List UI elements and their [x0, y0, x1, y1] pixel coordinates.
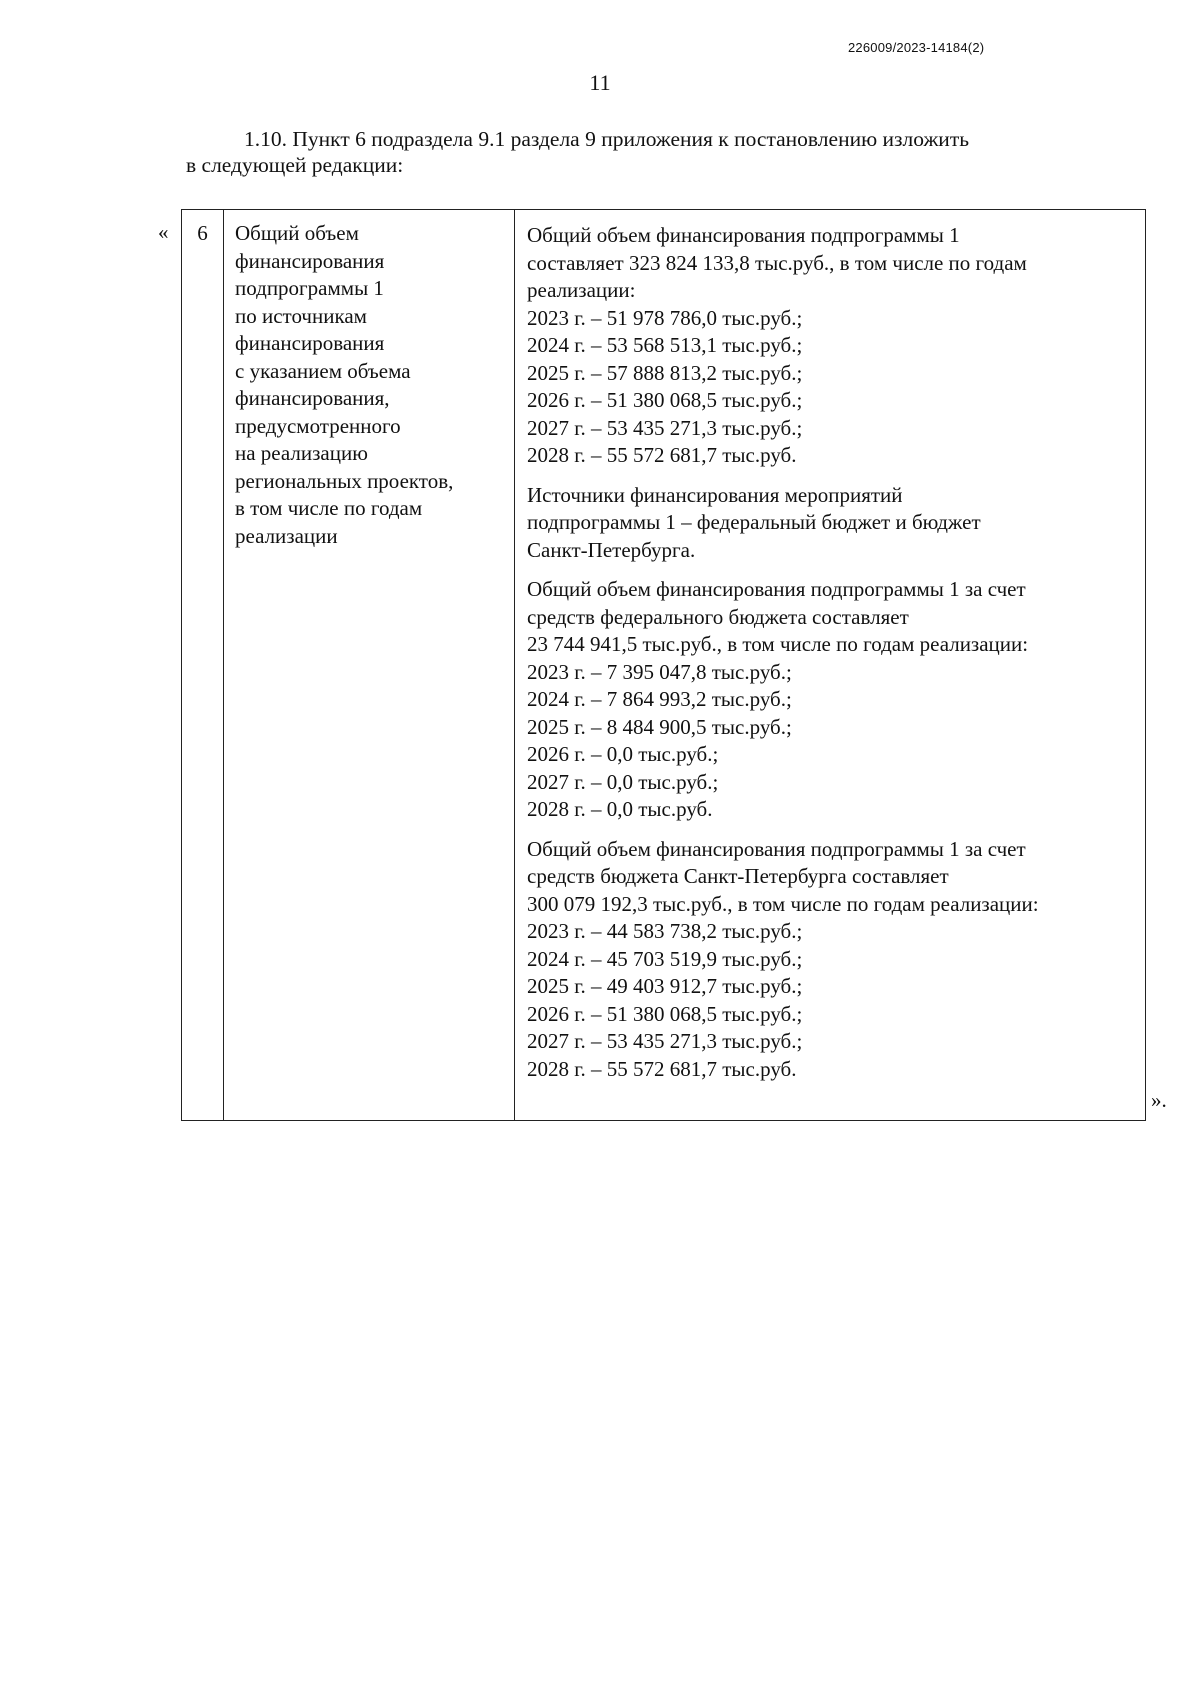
intro-line-1: 1.10. Пункт 6 подраздела 9.1 раздела 9 приложения к постановлению изложить: [244, 127, 970, 151]
content-line: 2024 г. – 7 864 993,2 тыс.руб.;: [527, 687, 792, 711]
content-line: составляет 323 824 133,8 тыс.руб., в том числе по годам: [527, 250, 1027, 275]
content-line: 2027 г. – 53 435 271,3 тыс.руб.;: [527, 415, 803, 440]
row-content-cell: [527, 222, 1139, 1095]
content-line: 2028 г. – 0,0 тыс.руб.: [527, 797, 713, 821]
content-paragraph: [527, 576, 1139, 824]
content-line: 2023 г. – 7 395 047,8 тыс.руб.;: [527, 659, 792, 684]
document-id: 226009/2023-14184(2): [848, 40, 985, 55]
opening-quote: «: [158, 220, 169, 244]
label-line: с указанием объема: [235, 358, 411, 383]
content-line: 2027 г. – 0,0 тыс.руб.;: [527, 769, 719, 794]
content-line: 2023 г. – 51 978 786,0 тыс.руб.;: [527, 305, 803, 330]
content-line: Санкт-Петербурга.: [527, 537, 696, 562]
label-line: реализации: [235, 523, 338, 548]
label-line: финансирования: [235, 248, 385, 273]
content-line: средств бюджета Санкт-Петербурга составляет: [527, 864, 949, 888]
content-paragraph: [527, 482, 1139, 565]
content-line: подпрограммы 1 – федеральный бюджет и бюджет: [527, 510, 981, 534]
content-line: 2026 г. – 51 380 068,5 тыс.руб.;: [527, 1001, 803, 1026]
content-line: 2025 г. – 8 484 900,5 тыс.руб.;: [527, 714, 792, 739]
content-line: Общий объем финансирования подпрограммы 1 за счет: [527, 836, 1026, 861]
amendment-table: [181, 209, 1146, 1121]
content-line: 2024 г. – 45 703 519,9 тыс.руб.;: [527, 946, 803, 971]
content-line: 2024 г. – 53 568 513,1 тыс.руб.;: [527, 333, 803, 357]
content-line: 23 744 941,5 тыс.руб., в том числе по годам реализации:: [527, 632, 1029, 656]
page-number: 11: [589, 70, 611, 95]
label-line: предусмотренного: [235, 413, 401, 438]
closing-quote: ».: [1151, 1088, 1167, 1112]
label-line: финансирования: [235, 331, 385, 355]
column-divider-1: [223, 210, 224, 1120]
content-line: Общий объем финансирования подпрограммы 1: [527, 223, 960, 247]
content-line: 2028 г. – 55 572 681,7 тыс.руб.: [527, 1056, 797, 1081]
row-number-cell: 6: [197, 221, 208, 245]
label-line: финансирования,: [235, 386, 390, 410]
label-line: на реализацию: [235, 441, 368, 465]
content-line: средств федерального бюджета составляет: [527, 604, 909, 629]
content-line: 2025 г. – 49 403 912,7 тыс.руб.;: [527, 974, 803, 998]
label-line: в том числе по годам: [235, 496, 423, 520]
label-line: Общий объем: [235, 221, 359, 245]
content-line: реализации:: [527, 278, 636, 302]
intro-paragraph: [186, 126, 1086, 178]
content-line: Общий объем финансирования подпрограммы 1 за счет: [527, 577, 1026, 601]
content-line: 300 079 192,3 тыс.руб., в том числе по годам реализации:: [527, 891, 1039, 916]
content-line: 2027 г. – 53 435 271,3 тыс.руб.;: [527, 1029, 803, 1053]
content-line: 2026 г. – 51 380 068,5 тыс.руб.;: [527, 388, 803, 412]
row-label-cell: [235, 220, 510, 550]
content-line: 2025 г. – 57 888 813,2 тыс.руб.;: [527, 360, 803, 385]
intro-line-2: в следующей редакции:: [186, 153, 404, 177]
column-divider-2: [514, 210, 515, 1120]
content-line: 2026 г. – 0,0 тыс.руб.;: [527, 742, 719, 766]
content-paragraph: [527, 222, 1139, 470]
label-line: региональных проектов,: [235, 468, 454, 493]
content-paragraph: [527, 836, 1139, 1084]
label-line: подпрограммы 1: [235, 276, 384, 300]
content-line: Источники финансирования мероприятий: [527, 482, 903, 507]
label-line: по источникам: [235, 303, 367, 328]
content-line: 2028 г. – 55 572 681,7 тыс.руб.: [527, 443, 797, 467]
content-line: 2023 г. – 44 583 738,2 тыс.руб.;: [527, 919, 803, 943]
